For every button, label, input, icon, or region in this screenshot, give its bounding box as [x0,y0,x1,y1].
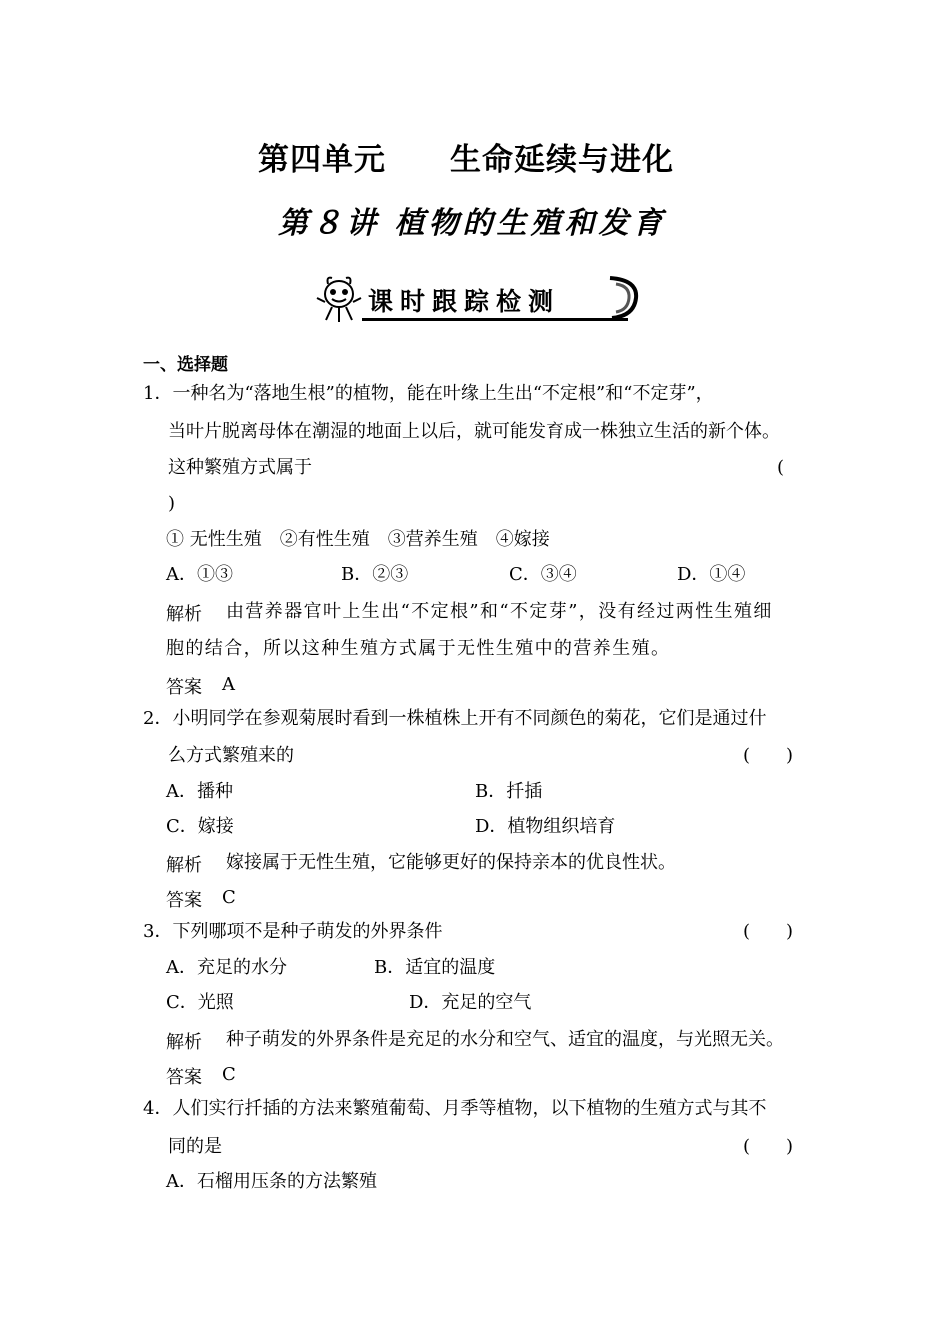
banner-label: 课时跟踪检测 [368,287,561,316]
q4-paren: ( ) [743,1136,794,1157]
q2-answer: C [222,887,236,908]
q1-stem-line2: 当叶片脱离母体在潮湿的地面上以后，就可能发育成一株独立生活的新个体。 [168,421,780,442]
q1-items: ① 无性生殖 ②有性生殖 ③营养生殖 ④嫁接 [166,529,550,550]
section-banner [312,272,642,326]
q3-stem-line1: 3．下列哪项不是种子萌发的外界条件 [143,921,443,942]
mascot-icon [312,272,366,326]
q2-paren: ( ) [743,745,794,766]
q1-analysis-line1: 由营养器官叶上生出“不定根”和“不定芽”，没有经过两性生殖细 [226,601,773,622]
q3-analysis-line1: 种子萌发的外界条件是充足的水分和空气、适宜的温度，与光照无关。 [226,1029,784,1050]
q2-option-b: B．扦插 [475,781,543,802]
q1-analysis-label: 解析 [166,604,202,625]
q1-stem-line3: 这种繁殖方式属于 [168,457,312,478]
q1-answer-label: 答案 [166,677,202,698]
q4-stem-line1: 4．人们实行扦插的方法来繁殖葡萄、月季等植物，以下植物的生殖方式与其不 [143,1098,767,1119]
q3-analysis-label: 解析 [166,1032,202,1053]
q3-option-c: C．光照 [166,992,234,1013]
q2-option-c: C．嫁接 [166,816,234,837]
q3-option-a: A．充足的水分 [166,957,287,978]
q2-analysis-label: 解析 [166,855,202,876]
q2-option-a: A．播种 [166,781,233,802]
q3-answer-label: 答案 [166,1067,202,1088]
q1-stem-line1: 1．一种名为“落地生根”的植物，能在叶缘上生出“不定根”和“不定芽”， [143,383,714,404]
q1-analysis-line2: 胞的结合，所以这种生殖方式属于无性生殖中的营养生殖。 [166,638,671,659]
banner-underline [362,318,628,321]
q1-option-c: C．③④ [509,564,577,585]
q2-answer-label: 答案 [166,890,202,911]
q1-paren-close: ) [168,493,176,514]
q3-option-d: D．充足的空气 [409,992,532,1013]
q1-paren-open: ( [777,457,785,478]
q3-answer: C [222,1064,236,1085]
q1-answer: A [222,674,235,695]
q2-analysis-line1: 嫁接属于无性生殖，它能够更好的保持亲本的优良性状。 [226,852,676,873]
q4-stem-line2: 同的是 [168,1136,222,1157]
q2-stem-line2: 么方式繁殖来的 [168,745,294,766]
q2-stem-line1: 2．小明同学在参观菊展时看到一株植株上开有不同颜色的菊花，它们是通过什 [143,708,767,729]
q4-option-a: A．石榴用压条的方法繁殖 [166,1171,377,1192]
q1-option-a: A．①③ [166,564,233,585]
q2-option-d: D．植物组织培育 [475,816,616,837]
q3-option-b: B．适宜的温度 [374,957,496,978]
section-heading: 一、选择题 [143,355,228,375]
q3-paren: ( ) [743,921,794,942]
q1-option-b: B．②③ [341,564,409,585]
unit-title: 第四单元 生命延续与进化 [258,142,674,178]
scroll-curl-icon [608,276,640,320]
q1-option-d: D．①④ [677,564,746,585]
lecture-title: 第８讲 植物的生殖和发育 [278,206,667,241]
